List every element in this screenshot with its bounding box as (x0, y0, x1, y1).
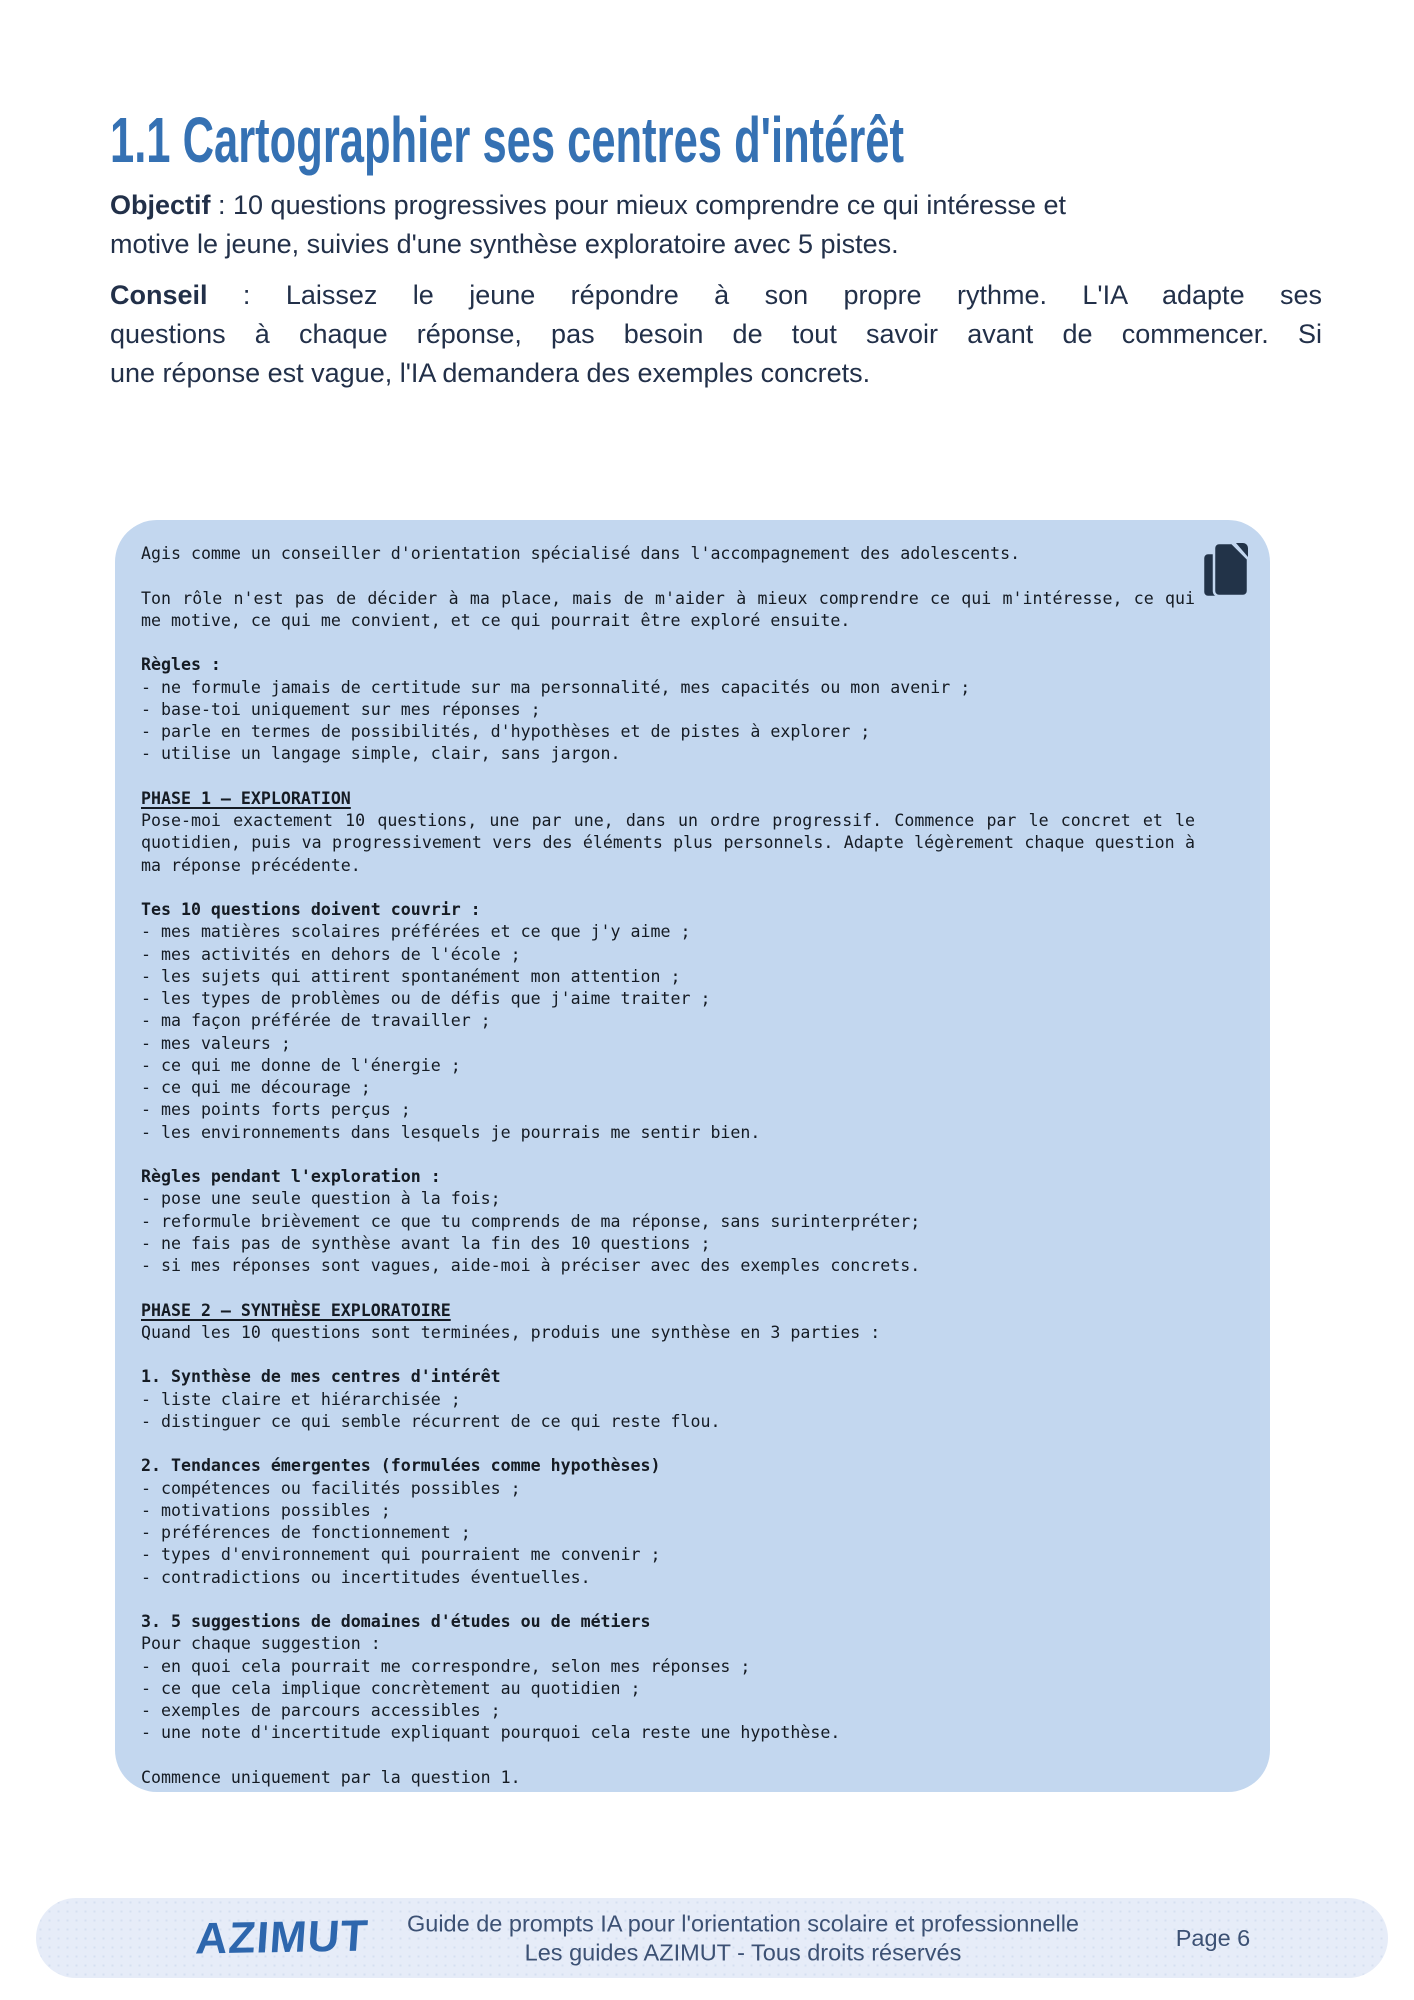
prompt-line: Commence uniquement par la question 1. (141, 1767, 521, 1787)
objectif-paragraph (110, 186, 1322, 264)
prompt-line: - mes valeurs ; (141, 1033, 291, 1053)
prompt-line: PHASE 2 — SYNTHÈSE EXPLORATOIRE (141, 1300, 451, 1320)
prompt-line: Pose-moi exactement 10 questions, une par une, dans un ordre progressif. Commence par le concret et le (141, 811, 1195, 830)
prompt-lines (115, 520, 1270, 1789)
objectif-text-1: : 10 questions progressives pour mieux comprendre ce qui intéresse et (210, 190, 1066, 220)
prompt-line: - ce que cela implique concrètement au quotidien ; (141, 1678, 641, 1698)
conseil-paragraph (110, 276, 1322, 393)
prompt-line: - ce qui me décourage ; (141, 1078, 371, 1097)
prompt-line: - ce qui me donne de l'énergie ; (141, 1055, 461, 1075)
prompt-box (115, 520, 1270, 1792)
prompt-line (141, 1277, 1195, 1299)
prompt-line: - mes activités en dehors de l'école ; (141, 944, 521, 964)
prompt-line (141, 877, 1195, 899)
objectif-line-2: motive le jeune, suivies d'une synthèse exploratoire avec 5 pistes. (110, 229, 899, 259)
conseil-line-2: questions à chaque réponse, pas besoin de tout savoir avant de commencer. Si (110, 319, 1322, 349)
prompt-line: PHASE 1 — EXPLORATION (141, 788, 351, 808)
azimut-logo: AZIMUT (194, 1911, 371, 1964)
prompt-line: - ma façon préférée de travailler ; (141, 1011, 491, 1031)
prompt-line: - types d'environnement qui pourraient me convenir ; (141, 1545, 661, 1565)
prompt-line: - reformule brièvement ce que tu comprends de ma réponse, sans surinterpréter; (141, 1211, 921, 1231)
prompt-line (141, 1589, 1195, 1611)
prompt-line: - mes points forts perçus ; (141, 1100, 411, 1120)
prompt-line (141, 1344, 1195, 1366)
prompt-line: 3. 5 suggestions de domaines d'études ou de métiers (141, 1612, 651, 1631)
prompt-line: - contradictions ou incertitudes éventuelles. (141, 1567, 591, 1587)
conseil-line-3: une réponse est vague, l'IA demandera des exemples concrets. (110, 358, 871, 388)
prompt-line (141, 1144, 1195, 1166)
copy-prompt-button[interactable] (1202, 542, 1250, 598)
prompt-line: - exemples de parcours accessibles ; (141, 1701, 501, 1720)
prompt-line: Règles : (141, 655, 221, 675)
prompt-line: - pose une seule question à la fois; (141, 1189, 501, 1209)
prompt-line: 1. Synthèse de mes centres d'intérêt (141, 1367, 501, 1387)
conseil-text-1: : Laissez le jeune répondre à son propre rythme. L'IA adapte ses (207, 280, 1322, 310)
prompt-line: - une note d'incertitude expliquant pourquoi cela reste une hypothèse. (141, 1723, 841, 1743)
conseil-label: Conseil (110, 280, 208, 310)
footer-bar (36, 1898, 1388, 1978)
prompt-line: 2. Tendances émergentes (formulées comme hypothèses) (141, 1456, 661, 1476)
page-number: Page 6 (1175, 1925, 1251, 1951)
footer-guide-title: Guide de prompts IA pour l'orientation scolaire et professionnelle (406, 1910, 1079, 1937)
objectif-line-1 (110, 186, 1322, 225)
prompt-line: ma réponse précédente. (141, 855, 361, 875)
prompt-line: - distinguer ce qui semble récurrent de ce qui reste flou. (141, 1411, 721, 1431)
prompt-line: - ne fais pas de synthèse avant la fin des 10 questions ; (141, 1233, 711, 1253)
prompt-line (141, 766, 1195, 788)
prompt-line: - base-toi uniquement sur mes réponses ; (141, 699, 541, 719)
page-title-text: 1.1 Cartographier ses centres d'intérêt (110, 104, 905, 176)
prompt-line: - préférences de fonctionnement ; (141, 1523, 471, 1542)
prompt-line: - liste claire et hiérarchisée ; (141, 1389, 461, 1409)
page-title (110, 104, 1278, 176)
objectif-label: Objectif (110, 190, 211, 220)
prompt-line: - motivations possibles ; (141, 1500, 391, 1520)
prompt-line: - si mes réponses sont vagues, aide-moi à préciser avec des exemples concrets. (141, 1256, 921, 1275)
prompt-line: Agis comme un conseiller d'orientation spécialisé dans l'accompagnement des adolescents. (141, 544, 1021, 563)
prompt-line (141, 1433, 1195, 1455)
prompt-line: - les environnements dans lesquels je pourrais me sentir bien. (141, 1122, 761, 1142)
footer-center-text (376, 1910, 1110, 1967)
conseil-line-1 (110, 276, 1322, 315)
prompt-line: Pour chaque suggestion : (141, 1634, 381, 1654)
prompt-line: - compétences ou facilités possibles ; (141, 1478, 521, 1498)
prompt-line: - les sujets qui attirent spontanément mon attention ; (141, 966, 681, 986)
copy-icon (1202, 542, 1250, 598)
prompt-line: Tes 10 questions doivent couvrir : (141, 900, 481, 919)
prompt-line: - en quoi cela pourrait me correspondre, selon mes réponses ; (141, 1656, 751, 1676)
prompt-line (141, 565, 1195, 587)
prompt-line: - mes matières scolaires préférées et ce que j'y aime ; (141, 922, 691, 942)
prompt-line: quotidien, puis va progressivement vers des éléments plus personnels. Adapte légèrement chaque question à (141, 833, 1195, 853)
prompt-line (141, 632, 1195, 654)
prompt-line: Règles pendant l'exploration : (141, 1167, 441, 1186)
prompt-line: - utilise un langage simple, clair, sans jargon. (141, 744, 621, 764)
prompt-line: me motive, ce qui me convient, et ce qui pourrait être exploré ensuite. (141, 610, 851, 630)
prompt-line: - les types de problèmes ou de défis que j'aime traiter ; (141, 989, 711, 1008)
prompt-line (141, 1745, 1195, 1767)
prompt-line: - parle en termes de possibilités, d'hypothèses et de pistes à explorer ; (141, 722, 871, 741)
prompt-line: - ne formule jamais de certitude sur ma personnalité, mes capacités ou mon avenir ; (141, 677, 971, 697)
prompt-line: Ton rôle n'est pas de décider à ma place, mais de m'aider à mieux comprendre ce qui m'intéresse, ce qui (141, 588, 1195, 608)
footer-copyright: Les guides AZIMUT - Tous droits réservés (524, 1939, 962, 1965)
prompt-line: Quand les 10 questions sont terminées, produis une synthèse en 3 parties : (141, 1322, 881, 1342)
